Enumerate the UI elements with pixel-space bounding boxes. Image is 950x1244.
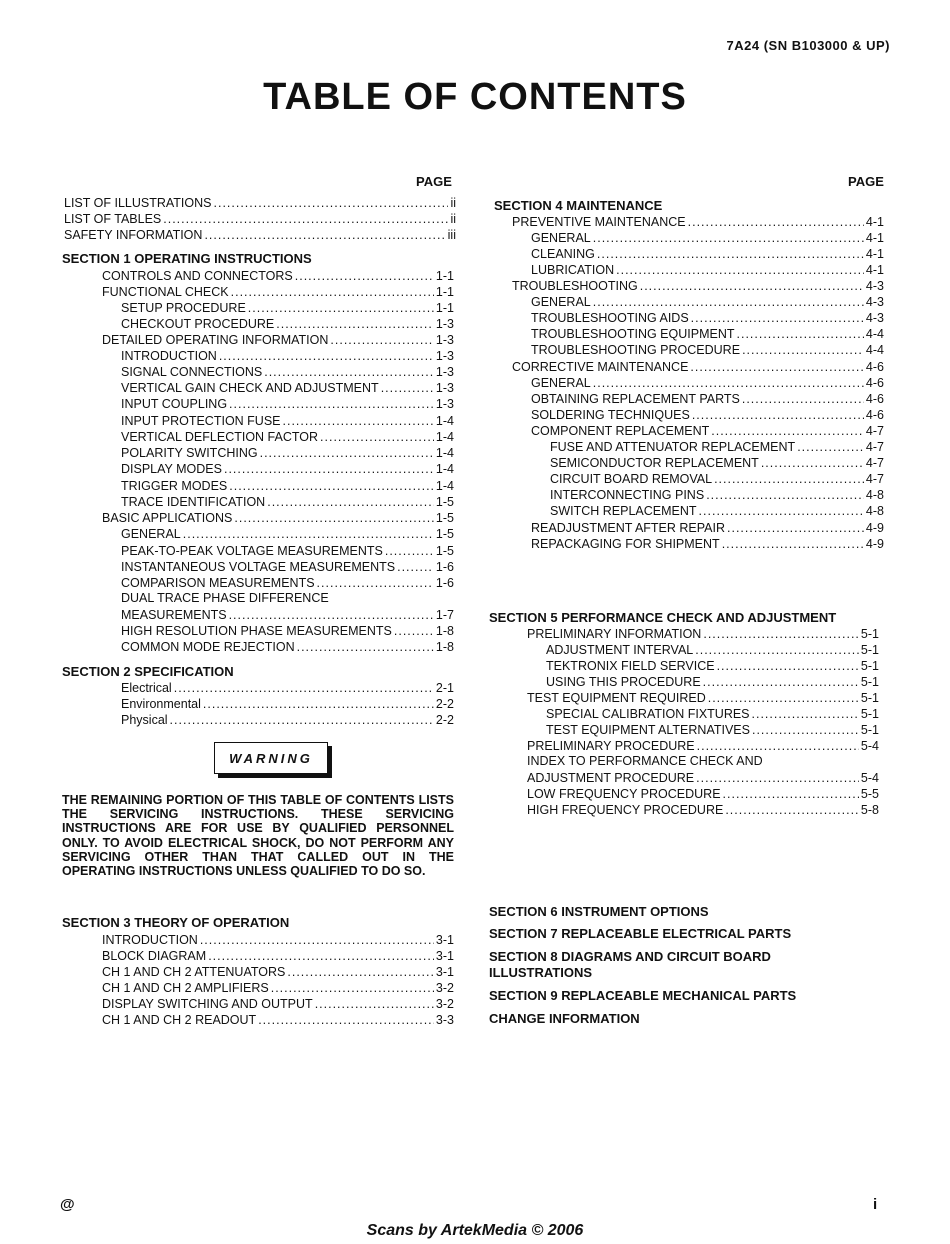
toc-entry: DISPLAY SWITCHING AND OUTPUT ..... 3-2 [102,996,454,1012]
toc-entry: GENERAL ..... 4-1 [531,230,884,246]
toc-entry: CORRECTIVE MAINTENANCE ..... 4-6 [512,359,884,375]
toc-entry: PEAK-TO-PEAK VOLTAGE MEASUREMENTS ..... 1-5 [121,543,454,559]
toc-entry: READJUSTMENT AFTER REPAIR ..... 4-9 [531,520,884,536]
page-number: i [873,1196,878,1213]
toc-entry: FUSE AND ATTENUATOR REPLACEMENT ..... 4-7 [550,439,884,455]
toc-entry: LUBRICATION ..... 4-1 [531,262,884,278]
section-heading: SECTION 7 REPLACEABLE ELECTRICAL PARTS [489,926,792,941]
toc-entry: Environmental ..... 2-2 [121,696,454,712]
toc-entry: REPACKAGING FOR SHIPMENT ..... 4-9 [531,536,884,552]
toc-entry: BASIC APPLICATIONS ..... 1-5 [102,510,454,526]
toc-entry: GENERAL ..... 4-3 [531,294,884,310]
toc-entry: LIST OF ILLUSTRATIONS ..... ii [64,195,456,211]
toc-entry: PREVENTIVE MAINTENANCE ..... 4-1 [512,214,884,230]
model-header: 7A24 (SN B103000 & UP) [726,38,890,53]
section-heading: SECTION 9 REPLACEABLE MECHANICAL PARTS [489,988,797,1003]
toc-entry: INTRODUCTION ..... 3-1 [102,932,454,948]
toc-entry: CONTROLS AND CONNECTORS ..... 1-1 [102,268,454,284]
toc-entry: HIGH RESOLUTION PHASE MEASUREMENTS ..... 1-8 [121,623,454,639]
toc-entry: CLEANING ..... 4-1 [531,246,884,262]
toc-entry: POLARITY SWITCHING ..... 1-4 [121,445,454,461]
toc-entry: CIRCUIT BOARD REMOVAL ..... 4-7 [550,471,884,487]
toc-entry-text: DUAL TRACE PHASE DIFFERENCE [121,591,329,605]
section-heading-continued: ILLUSTRATIONS [489,965,593,980]
toc-entry: COMPARISON MEASUREMENTS ..... 1-6 [121,575,454,591]
toc-entry: TROUBLESHOOTING PROCEDURE ..... 4-4 [531,342,884,358]
toc-entry-text: INDEX TO PERFORMANCE CHECK AND [527,754,763,768]
toc-entry: TRACE IDENTIFICATION ..... 1-5 [121,494,454,510]
toc-entry: USING THIS PROCEDURE ..... 5-1 [546,674,879,690]
toc-entry: TROUBLESHOOTING AIDS ..... 4-3 [531,310,884,326]
toc-entry: CH 1 AND CH 2 READOUT ..... 3-3 [102,1012,454,1028]
toc-entry: INTRODUCTION ..... 1-3 [121,348,454,364]
toc-entry: OBTAINING REPLACEMENT PARTS ..... 4-6 [531,391,884,407]
toc-entry: COMMON MODE REJECTION ..... 1-8 [121,639,454,655]
toc-entry: SIGNAL CONNECTIONS ..... 1-3 [121,364,454,380]
warning-label: WARNING [214,742,328,774]
toc-entry: MEASUREMENTS ..... 1-7 [121,607,454,623]
toc-entry: TROUBLESHOOTING ..... 4-3 [512,278,884,294]
section-heading: SECTION 5 PERFORMANCE CHECK AND ADJUSTMENT [489,610,837,625]
toc-entry: SETUP PROCEDURE ..... 1-1 [121,300,454,316]
toc-entry: SPECIAL CALIBRATION FIXTURES ..... 5-1 [546,706,879,722]
page-title: TABLE OF CONTENTS [263,76,687,118]
toc-entry: CHECKOUT PROCEDURE ..... 1-3 [121,316,454,332]
toc-entry: VERTICAL DEFLECTION FACTOR ..... 1-4 [121,429,454,445]
toc-entry: HIGH FREQUENCY PROCEDURE ..... 5-8 [527,802,879,818]
toc-entry: TEST EQUIPMENT REQUIRED ..... 5-1 [527,690,879,706]
toc-entry: SAFETY INFORMATION ..... iii [64,227,456,243]
toc-entry: FUNCTIONAL CHECK ..... 1-1 [102,284,454,300]
toc-entry: GENERAL ..... 4-6 [531,375,884,391]
page-column-label: PAGE [416,174,452,189]
scan-credit: Scans by ArtekMedia © 2006 [366,1222,584,1239]
toc-entry: PRELIMINARY PROCEDURE ..... 5-4 [527,738,879,754]
toc-entry: GENERAL ..... 1-5 [121,526,454,542]
toc-entry: TEKTRONIX FIELD SERVICE ..... 5-1 [546,658,879,674]
toc-entry: PRELIMINARY INFORMATION ..... 5-1 [527,626,879,642]
toc-entry: CH 1 AND CH 2 ATTENUATORS ..... 3-1 [102,964,454,980]
toc-entry: ADJUSTMENT INTERVAL ..... 5-1 [546,642,879,658]
section-heading: SECTION 1 OPERATING INSTRUCTIONS [62,251,312,266]
toc-entry: SWITCH REPLACEMENT ..... 4-8 [550,503,884,519]
toc-entry: TRIGGER MODES ..... 1-4 [121,478,454,494]
toc-entry: TROUBLESHOOTING EQUIPMENT ..... 4-4 [531,326,884,342]
toc-entry: INSTANTANEOUS VOLTAGE MEASUREMENTS ..... 1-6 [121,559,454,575]
toc-entry: DISPLAY MODES ..... 1-4 [121,461,454,477]
section-heading: SECTION 2 SPECIFICATION [62,664,234,679]
section-heading: SECTION 8 DIAGRAMS AND CIRCUIT BOARD [489,949,771,964]
toc-entry: LIST OF TABLES ..... ii [64,211,456,227]
section-heading: CHANGE INFORMATION [489,1011,640,1026]
toc-entry: INPUT PROTECTION FUSE ..... 1-4 [121,413,454,429]
toc-entry: SEMICONDUCTOR REPLACEMENT ..... 4-7 [550,455,884,471]
warning-text: THE REMAINING PORTION OF THIS TABLE OF CONTENTS LISTS THE SERVICING INSTRUCTIONS. THESE SERVICING INSTRUCTIONS ARE FOR USE BY QUALIFIED PERSONNEL ONLY. TO AVOID ELECTRICAL SHOCK, DO NOT PERFORM ANY SERVICING OTHER THAN THAT CALLED OUT IN THE OPERATING INSTRUCTIONS UNLESS QUALIFIED TO DO SO. [62,793,454,879]
toc-entry: DETAILED OPERATING INFORMATION ..... 1-3 [102,332,454,348]
footer-mark: @ [60,1196,75,1213]
toc-entry: VERTICAL GAIN CHECK AND ADJUSTMENT ..... 1-3 [121,380,454,396]
page-column-label: PAGE [848,174,884,189]
section-heading: SECTION 6 INSTRUMENT OPTIONS [489,904,709,919]
toc-entry: LOW FREQUENCY PROCEDURE ..... 5-5 [527,786,879,802]
toc-entry: CH 1 AND CH 2 AMPLIFIERS ..... 3-2 [102,980,454,996]
toc-entry: INTERCONNECTING PINS ..... 4-8 [550,487,884,503]
toc-entry: INPUT COUPLING ..... 1-3 [121,396,454,412]
section-heading: SECTION 3 THEORY OF OPERATION [62,915,290,930]
toc-entry: Physical ..... 2-2 [121,712,454,728]
section-heading: SECTION 4 MAINTENANCE [494,198,663,213]
toc-entry: BLOCK DIAGRAM ..... 3-1 [102,948,454,964]
toc-entry: TEST EQUIPMENT ALTERNATIVES ..... 5-1 [546,722,879,738]
toc-entry: COMPONENT REPLACEMENT ..... 4-7 [531,423,884,439]
toc-entry: Electrical ..... 2-1 [121,680,454,696]
toc-entry: ADJUSTMENT PROCEDURE ..... 5-4 [527,770,879,786]
toc-entry: SOLDERING TECHNIQUES ..... 4-6 [531,407,884,423]
